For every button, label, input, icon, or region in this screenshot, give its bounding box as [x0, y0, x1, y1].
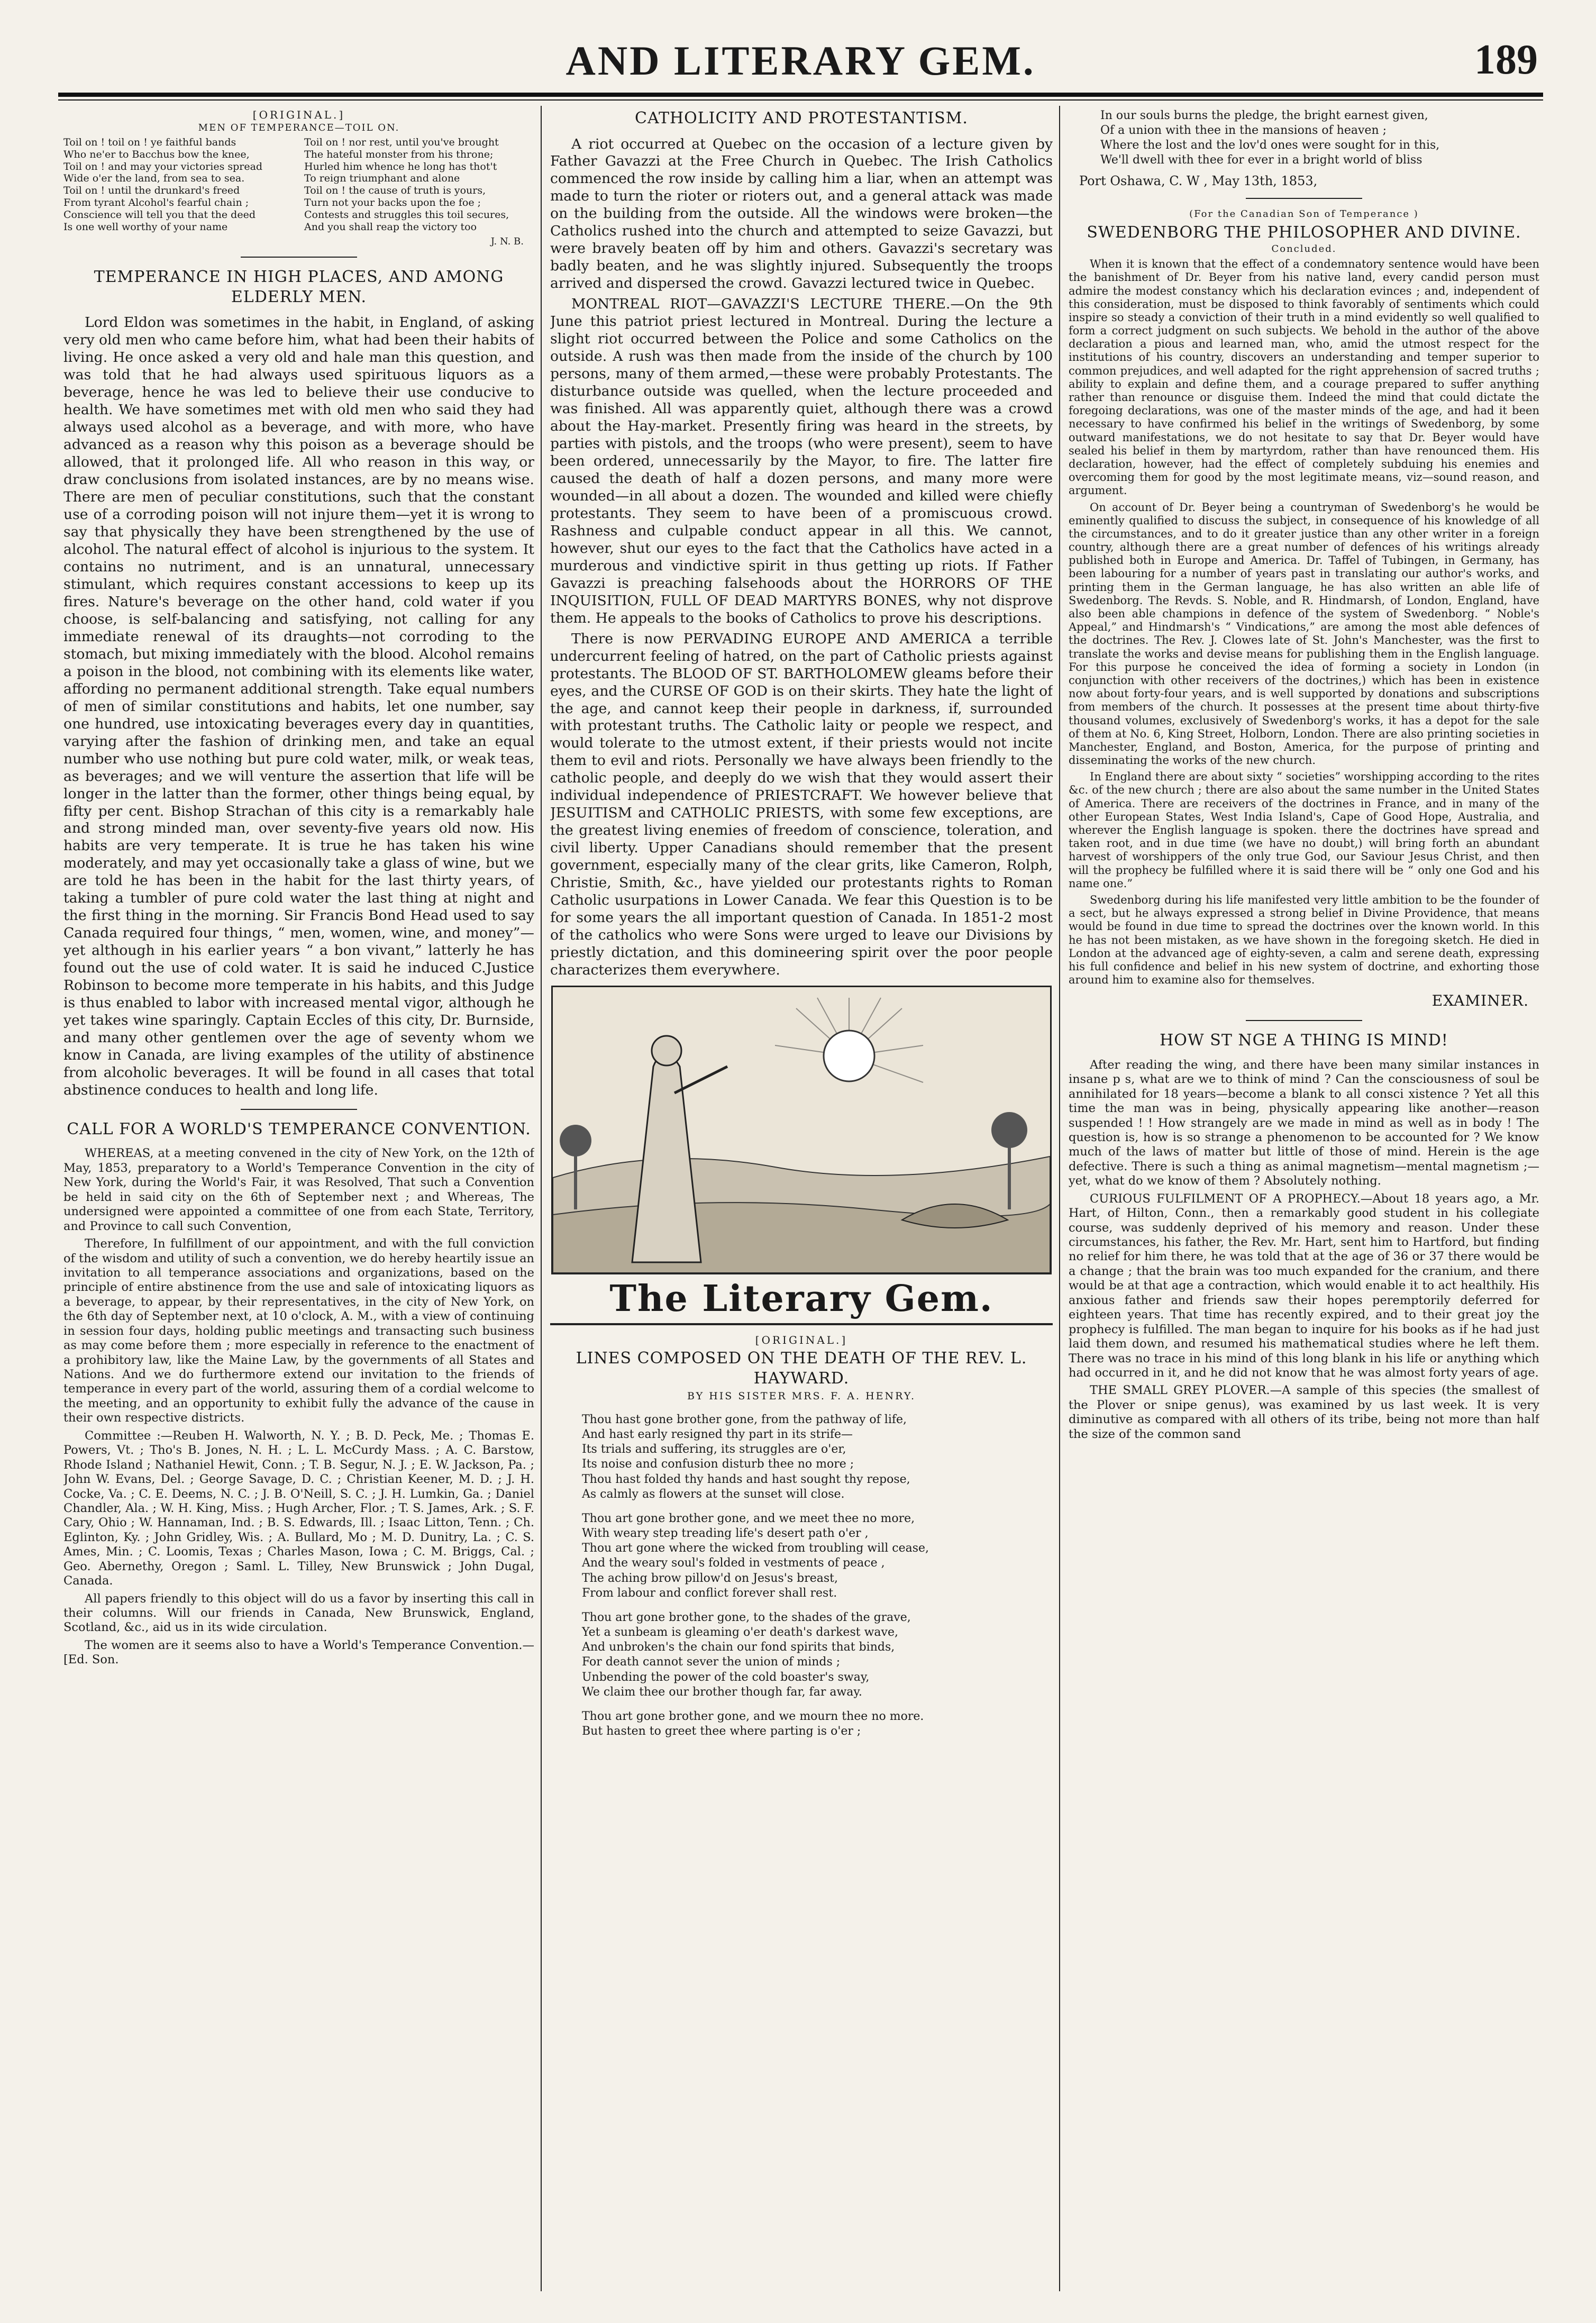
poem-line: Toil on ! and may your victories spread — [63, 160, 263, 172]
poem-line: From tyrant Alcohol's fearful chain ; — [63, 196, 249, 208]
separator-rule — [241, 1109, 357, 1110]
running-title: AND LITERARY GEM. — [566, 38, 1036, 84]
column-3 — [1069, 108, 1539, 2291]
paragraph: In England there are about sixty “ societies” worshipping according to the rites &c. of the new church ; there are also about the same number in the United States of America. There are receivers of the doctrines in France, and in many of the other European States, West India Island's, Cape of Good Hope, Australia, and wherever the English language is spoken. there the doctrines have spread and taken root, and in due time (we have no doubt,) will bring forth an abundant harvest of worshippers of the only true God, our Saviour Jesus Christ, and then will the prophecy be fulfilled where it is said there will be “ only one God and his name one.” — [1069, 770, 1539, 890]
column-2 — [550, 108, 1053, 2291]
article-heading: CATHOLICITY AND PROTESTANTISM. — [635, 109, 968, 127]
poem-line: With weary step treading life's desert path o'er , — [582, 1527, 869, 1541]
column-rule — [541, 106, 542, 2291]
poem-line: Yet a sunbeam is gleaming o'er death's darkest wave, — [582, 1626, 898, 1639]
page-number: 189 — [1474, 37, 1538, 83]
poem-line: Toil on ! the cause of truth is yours, — [304, 185, 486, 197]
article-body — [550, 136, 1053, 980]
article-heading: SWEDENBORG THE PHILOSOPHER AND DIVINE. — [1087, 223, 1521, 242]
poem-signature: J. N. B. — [490, 236, 524, 248]
poem-line: Turn not your backs upon the foe ; — [304, 196, 481, 208]
poem-line: And the weary soul's folded in vestments of peace , — [582, 1556, 885, 1570]
poem-line: And unbroken's the chain our fond spirits that binds, — [582, 1641, 895, 1654]
stanza-gap — [550, 1700, 1053, 1709]
article-heading: CALL FOR A WORLD'S TEMPERANCE CONVENTION. — [67, 1119, 531, 1138]
article-body — [63, 1146, 534, 1667]
poem-line: Who ne'er to Bacchus bow the knee, — [63, 148, 250, 160]
paragraph: MONTREAL RIOT—GAVAZZI'S LECTURE THERE.—On the 9th June this patriot priest lectured in Montreal. During the lecture a slight riot occurred between the Police and some Catholics on the outside. A rush was then made from the inside of the church by 100 persons, many of them armed,—these were probably Protestants. The disturbance outside was quelled, when the lecture proceeded and was finished. All was apparently quiet, although there was a crowd about the Hay-market. Presently firing was heard in the streets, by parties with pistols, and the troops (who were present), seem to have been ordered, unnecessarily by the Mayor, to fire. The latter fire caused the death of half a dozen persons, and many more were wounded—in all about a dozen. The wounded and killed were chiefly protestants. They seem to have been of a promiscuous crowd. Rashness and culpable conduct appear in all this. We cannot, however, shut our eyes to the fact that the Catholics have acted in a murderous and vindictive spirit in thus getting up riots. If Father Gavazzi is preaching falsehoods about the HORRORS OF THE INQUISITION, FULL OF DEAD MARTYRS BONES, why not disprove them. He appeals to the books of Catholics to prove his descriptions. — [550, 296, 1053, 626]
masthead-rule — [550, 1323, 1053, 1325]
article-body — [1069, 258, 1539, 987]
stanza-gap — [550, 1502, 1053, 1511]
poem-line: The aching brow pillow'd on Jesus's breast, — [582, 1571, 838, 1585]
poem-line: We'll dwell with thee for ever in a bright world of bliss — [1100, 153, 1422, 167]
poem-line: Toil on ! toil on ! ye faithful bands — [63, 136, 236, 148]
paragraph: There is now PERVADING EUROPE AND AMERICA a terrible undercurrent feeling of hatred, on the part of Catholic priests against protestants. The BLOOD OF ST. BARTHOLOMEW gleams before their eyes, and the CURSE OF GOD is on their skirts. They hate the light of the age, and cannot keep their people in darkness, if, surrounded with protestant truths. The Catholic laity or people we respect, and would tolerate to the utmost extent, if their priests would not incite them to evil and riots. Personally we have always been friendly to the catholic people, and deeply do we wish that they would assert their individual independence of PRIESTCRAFT. We however believe that JESUITISM and CATHOLIC PRIESTS, with some few exceptions, are the greatest living enemies of freedom of conscience, toleration, and civil liberty. Upper Canadians should remember that the present government, especially many of the clear grits, like Cameron, Rolph, Christie, Smith, &c., have yielded our protestants rights to Roman Catholic usurpations in Lower Canada. We fear this Question is to be for some years the all important question of Canada. In 1851-2 most of the catholics who were Sons were urged to leave our Divisions by priestly dictation, and this domineering spirit over the poor people characterizes them everywhere. — [550, 630, 1053, 979]
page-header — [63, 32, 1538, 95]
header-rule — [58, 93, 1543, 97]
paragraph: When it is known that the effect of a condemnatory sentence would have been the banishment of Dr. Beyer from his native land, every candid person must admire the modest constancy which his declaration evinces ; and, independent of this consideration, must be disposed to think favorably of sentiments which could inspire so steady a conviction of their truth in a mind evidently so well qualified to form a correct judgment on such subjects. We behold in the author of the above declaration a pious and learned man, who, amid the utmost respect for the institutions of his country, discovers an understanding and temper superior to common prejudices, and well adapted for the right apprehension of sacred truths ; ability to explain and define them, and a courage prepared to suffer anything rather than renounce or disguise them. Indeed the mind that could dictate the foregoing declarations, was one of the master minds of the age, and had it been necessary to have confirmed his belief in the writings of Swedenborg, by some outward manifestations, we do not hesitate to say that Dr. Beyer would have sealed his belief in them by martyrdom, rather than have renounced them. His declaration, however, had the effect of completely subduing his enemies and overcoming them for good by the most legitimate means, viz—sound reason, and argument. — [1069, 258, 1539, 497]
poem-line: As calmly as flowers at the sunset will close. — [582, 1487, 845, 1501]
poem-line: To reign triumphant and alone — [304, 172, 460, 185]
poem-title: MEN OF TEMPERANCE—TOIL ON. — [198, 122, 400, 133]
original-tag: [ORIGINAL.] — [252, 108, 345, 121]
poem-line: For death cannot sever the union of minds ; — [582, 1655, 841, 1669]
masthead-engraving — [551, 986, 1052, 1274]
paragraph: CURIOUS FULFILMENT OF A PROPHECY.—About 18 years ago, a Mr. Hart, of Hilton, Conn., then a remarkably good student in his collegiate course, was suddenly deprived of his memory and reason. Under these circumstances, his father, the Rev. Mr. Hart, sent him to Hartford, but finding no relief for him there, he was told that at the age of 36 or 37 there would be a change ; that the brain was too much expanded for the cranium, and there would be at that age a contraction, which would enable it to act healthily. His anxious father and friends saw their hopes peremptorily deferred for eighteen years. That time has recently expired, and to their great joy the prophecy is fulfilled. The man began to inquire for his books as if he had just laid them down, and resumed his mathematical studies where he left them. There was no trace in his mind of this long blank in his life or anything which had occurred in it, and he did not know that he was almost forty years of age. — [1069, 1191, 1539, 1380]
engraving-illustration — [553, 987, 1050, 1273]
column-rule — [1059, 106, 1060, 2291]
separator-rule — [1246, 1020, 1362, 1021]
header-rule-thin — [58, 99, 1543, 101]
paragraph: After reading the wing, and there have been many similar instances in insane p s, what are we to think of mind ? Can the consciousness of soul be annihilated for 18 years—become a blank to all consci xistence ? Yet all this time the man was in being, physically appearing like another—reason suspended ! ! How strangely are we made in mind as well as in body ! The question is, how is so strange a phenomenon to be accounted for ? We know much of the laws of matter but little of those of mind. Herein is the age defective. There is such a thing as animal magnetism—mental magnetism ;—yet, what do we know of them ? Absolutely nothing. — [1069, 1058, 1539, 1188]
poem-title: LINES COMPOSED ON THE DEATH OF THE REV. L. HAYWARD. — [576, 1349, 1027, 1388]
paragraph: WHEREAS, at a meeting convened in the city of New York, on the 12th of May, 1853, preparatory to a World's Temperance Convention in the city of New York, during the World's Fair, it was Resolved, That such a Convention be held in said city on the 6th of September next ; and Whereas, The undersigned were appointed a committee of one from each State, Territory, and Province to call such Convention, — [63, 1146, 534, 1233]
poem-line: But hasten to greet thee where parting is o'er ; — [582, 1724, 861, 1738]
source-note: (For the Canadian Son of Temperance ) — [1189, 208, 1419, 220]
poem-line: Hurled him whence he long has thot't — [304, 160, 497, 172]
article-subheading: Concluded. — [1271, 243, 1337, 255]
article-body — [1069, 1058, 1539, 1442]
masthead-title: The Literary Gem. — [609, 1278, 993, 1320]
poem-line: The hateful monster from his throne; — [304, 148, 494, 160]
poem-line: Its trials and suffering, its struggles are o'er, — [582, 1443, 846, 1456]
article-signature: EXAMINER. — [1431, 992, 1529, 1010]
poem-author: BY HIS SISTER MRS. F. A. HENRY. — [687, 1390, 916, 1402]
poem-line: Its noise and confusion disturb thee no more ; — [582, 1457, 854, 1471]
article-heading: TEMPERANCE IN HIGH PLACES, AND AMONG ELDERLY MEN. — [94, 268, 504, 306]
paragraph: THE SMALL GREY PLOVER.—A sample of this species (the smallest of the Plover or snipe genus), was examined by us last week. It is very diminutive as compared with all others of its tribe, being not more than half the size of the common sand — [1069, 1383, 1539, 1441]
poem-line: Of a union with thee in the mansions of heaven ; — [1100, 124, 1387, 138]
paragraph: A riot occurred at Quebec on the occasion of a lecture given by Father Gavazzi at the Free Church in Quebec. The Irish Catholics commenced the row inside by calling him a liar, when an attempt was made to turn the rioter or rioters out, and a general attack was made on the building from the outside. All the windows were broken—the Catholics rushed into the church and attempted to seize Gavazzi, but were bravely beaten off by him and others. Gavazzi's secretary was badly beaten, and he was slightly injured. Subsequently the troops arrived and dispersed the crowd. Gavazzi lectured twice in Quebec. — [550, 135, 1053, 292]
poem-line: Thou art gone brother gone, to the shades of the grave, — [582, 1610, 911, 1624]
poem-line: Toil on ! nor rest, until you've brought — [304, 136, 499, 148]
poem-line: We claim thee our brother though far, far away. — [582, 1685, 862, 1699]
poem-line: Thou art gone brother gone, and we mourn thee no more. — [582, 1709, 924, 1723]
poem-body — [63, 136, 534, 233]
poem-line: Thou art gone where the wicked from troubling will cease, — [582, 1542, 929, 1555]
paragraph: Therefore, In fulfillment of our appointment, and with the full conviction of the wisdom and utility of such a convention, we do hereby heartily issue an invitation to all temperance associations and organizations, based on the principle of entire abstinence from the use and sale of intoxicating liquors as a beverage, to appear, by their representatives, in the city of New York, on the 6th day of September next, at 10 o'clock, A. M., with a view of continuing in session four days, holding public meetings and transacting such business as may come before them ; more especially in reference to the enactment of a prohibitory law, like the Maine Law, by the governments of all States and Nations. And we do furthermore extend our invitation to the friends of temperance in every part of the world, assuring them of a cordial welcome to the meeting, and an opportunity to exhibit fully the advance of the cause in their own respective districts. — [63, 1237, 534, 1425]
poem-line: Thou hast gone brother gone, from the pathway of life, — [582, 1413, 907, 1426]
separator-rule — [241, 257, 357, 258]
poem-dateline: Port Oshawa, C. W , May 13th, 1853, — [1079, 173, 1318, 188]
article-heading: HOW ST NGE A THING IS MIND! — [1160, 1031, 1448, 1050]
poem-continuation — [1069, 108, 1539, 168]
paragraph: Swedenborg during his life manifested very little ambition to be the founder of a sect, but he always expressed a strong belief in Divine Providence, that means would be found in due time to spread the doctrines over the known world. In this he has not been mistaken, as we have shown in the foregoing sketch. He died in London at the advanced age of eighty-seven, a calm and serene death, expressing his full confidence and belief in his new system of doctrine, and exhorting those around him to examine also for themselves. — [1069, 893, 1539, 987]
original-tag: [ORIGINAL.] — [755, 1334, 848, 1346]
stanza-gap — [550, 1601, 1053, 1610]
poem-line: Contests and struggles this toil secures, — [304, 208, 509, 221]
poem-line: Toil on ! until the drunkard's freed — [63, 185, 240, 197]
article-body — [63, 314, 534, 1099]
poem-body — [550, 1413, 1053, 1739]
poem-line: Unbending the power of the cold boaster's sway, — [582, 1670, 870, 1684]
separator-rule — [1246, 198, 1362, 199]
paragraph: The women are it seems also to have a World's Temperance Convention.—[Ed. Son. — [63, 1638, 534, 1667]
poem-line: Thou hast folded thy hands and hast sought thy repose, — [582, 1472, 910, 1486]
poem-line: And hast early resigned thy part in its strife— — [582, 1428, 853, 1442]
poem-line: Thou art gone brother gone, and we meet thee no more, — [582, 1511, 915, 1525]
poem-line: Where the lost and the lov'd ones were sought for in this, — [1100, 139, 1440, 152]
paragraph: Committee :—Reuben H. Walworth, N. Y. ; B. D. Peck, Me. ; Thomas E. Powers, Vt. ; Tho's B. Jones, N. H. ; L. L. McCurdy Mass. ; A. C. Barstow, Rhode Island ; Nathaniel Hewit, Conn. ; T. B. Segur, N. J. ; E. W. Jackson, Pa. ; John W. Evans, Del. ; George Savage, D. C. ; Christian Keener, M. D. ; J. H. Cocke, Va. ; C. E. Deems, N. C. ; J. B. O'Neill, S. C. ; J. H. Lumkin, Ga. ; Daniel Chandler, Ala. ; W. H. King, Miss. ; Hugh Archer, Flor. ; T. S. James, Ark. ; S. F. Cary, Ohio ; W. Hannaman, Ind. ; B. S. Edwards, Ill. ; Isaac Litton, Tenn. ; Ch. Eglinton, Ky. ; John Gridley, Wis. ; A. Bullard, Mo ; M. D. Dunitry, La. ; C. S. Ames, Min. ; C. Loomis, Texas ; Charles Mason, Iowa ; C. M. Briggs, Cal. ; Geo. Abernethy, Oregon ; Saml. L. Tilley, New Brunswick ; John Dugal, Canada. — [63, 1428, 534, 1588]
poem-line: And you shall reap the victory too — [304, 221, 477, 233]
poem-line: Wide o'er the land, from sea to sea. — [63, 172, 245, 185]
paragraph: Lord Eldon was sometimes in the habit, in England, of asking very old men who came before him, what had been their habits of living. He once asked a very old and hale man this question, and was told that he had always used spirituous liquors as a beverage, hence he was led to believe their use conducive to health. We have sometimes met with old men who said they had always used alcohol as a beverage, and with more, who have advanced as a reason why this poison as a beverage should be allowed, that it prolonged life. All who reason in this way, or draw conclusions from isolated instances, are by no means wise. There are men of peculiar constitutions, such that the constant use of a corroding poison will not injure them—yet it is wrong to say that physically they have been strengthened by the use of alcohol. The natural effect of alcohol is injurious to the system. It contains no nutriment, and is an unnatural, unnecessary stimulant, which requires constant accessions to keep up its fires. Nature's beverage on the other hand, cold water if you choose, is self-balancing and satisfying, not calling for any immediate renewal of its draughts—not corroding to the stomach, but mixing immediately with the blood. Alcohol remains a poison in the blood, not combining with its elements like water, affording no permanent additional strength. Take equal numbers of men of similar constitutions and habits, let one number, say one hundred, use intoxicating beverages every day in quantities, varying after the fashion of drinking men, and take an equal number who use nothing but pure cold water, milk, or weak teas, as beverages; and we will venture the assertion that life will be longer in the latter than the former, other things being equal, by fifty per cent. Bishop Strachan of this city is a remarkably hale and strong minded man, over seventy-five years old now. His habits are very temperate. It is true he has taken his wine moderately, and may yet occasionally take a glass of wine, but we are told he has been in the habit for the last thirty years, of taking a tumbler of pure cold water the last thing at night and the first thing in the morning. Sir Francis Bond Head used to say Canada required four things, “ men, women, wine, and money”—yet although in his earlier years “ a bon vivant,” latterly he has found out the use of cold water. It is said he induced C.Justice Robinson to become more temperate in his habits, and this Judge is thus enabled to labor with increased mental vigor, although he yet takes wine sparingly. Captain Eccles of this city, Dr. Burnside, and many other gentlemen over the age of seventy whom we know in Canada, are living examples of the utility of abstinence from alcoholic beverages. It will be found in all cases that total abstinence conduces to health and long life. — [63, 314, 534, 1098]
column-1 — [63, 108, 534, 2291]
paragraph: On account of Dr. Beyer being a countryman of Swedenborg's he would be eminently qualified to discuss the subject, in consequence of his knowledge of all the circumstances, and to do it greater justice than any other writer in a foreign country, although there are a great number of defences of his writings already published both in Europe and America. Dr. Taffel of Tubingen, in Germany, has been labouring for a number of years past in translating our author's works, and printing them in the German language, he has also written an able life of Swedenborg. The Revds. S. Noble, and R. Hindmarsh, of London, England, have also been able champions in defence of the system of Swedenborg. “ Noble's Appeal,” and Hindmarsh's “ Vindications,” are among the most able defences of the doctrines. The Rev. J. Clowes late of St. John's Manchester, was the first to translate the works and devise means for publishing them in the English language. For this purpose he conceived the idea of forming a society in London (in conjunction with other receivers of the doctrines,) which has been in existence now about forty-four years, and is well supported by donations and subscriptions from members of the church. It possesses at the present time about thirty-five thousand volumes, exclusively of Swedenborg's works, it has a depot for the sale of them at No. 6, King Street, Holborn, London. There are also printing societies in Manchester, England, and Boston, America, for the purpose of printing and disseminating the works of the new church. — [1069, 500, 1539, 767]
paragraph: All papers friendly to this object will do us a favor by inserting this call in their columns. Will our friends in Canada, New Brunswick, England, Scotland, &c., aid us in its wide circulation. — [63, 1591, 534, 1635]
poem-line: In our souls burns the pledge, the bright earnest given, — [1100, 109, 1428, 122]
poem-line: Is one well worthy of your name — [63, 221, 228, 233]
poem-line: From labour and conflict forever shall rest. — [582, 1586, 837, 1600]
poem-line: Conscience will tell you that the deed — [63, 208, 256, 221]
